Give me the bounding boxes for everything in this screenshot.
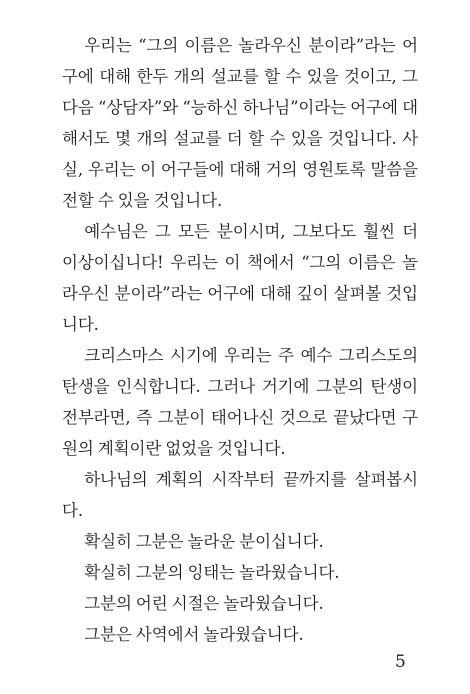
paragraph-1: 우리는 “그의 이름은 놀라우신 분이라”라는 어구에 대해 한두 개의 설교를 할 수 있을 것이고, 그 다음 “상담자”와 “능하신 하나님”이라는 어구에 대해서도 몇 개의 설교를 더 할 수 있을 것입니다. 사실, 우리는 이 어구들에 대해 거의 영원토록 말씀을 전할 수 있을 것입니다.: [62, 36, 418, 210]
paragraph-5: 확실히 그분은 놀라운 분이십니다.: [84, 532, 324, 551]
paragraph-8: 그분은 사역에서 놀라웠습니다.: [84, 625, 304, 644]
body-text: [62, 30, 418, 650]
paragraph-6: 확실히 그분의 잉태는 놀라웠습니다.: [84, 563, 340, 582]
paragraph-4: 하나님의 계획의 시작부터 끝까지를 살펴봅시다.: [62, 470, 418, 520]
paragraph-2: 예수님은 그 모든 분이시며, 그보다도 훨씬 더 이상이십니다! 우리는 이 책에서 “그의 이름은 놀라우신 분이라”라는 어구에 대해 깊이 살펴볼 것입니다.: [62, 222, 418, 334]
paragraph-3: 크리스마스 시기에 우리는 주 예수 그리스도의 탄생을 인식합니다. 그러나 거기에 그분의 탄생이 전부라면, 즉 그분이 태어나신 것으로 끝났다면 구원의 계획이란 없었을 것입니다.: [62, 346, 418, 458]
paragraph-7: 그분의 어린 시절은 놀라웠습니다.: [84, 594, 324, 613]
page-number: 5: [395, 652, 406, 672]
